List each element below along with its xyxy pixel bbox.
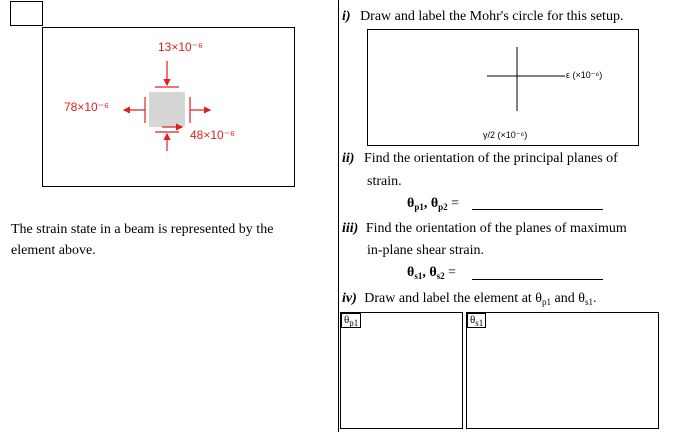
question-2-answer-line: $\theta_{p1}$, $\theta_{p2}$ = [407, 196, 460, 212]
question-3-number: iii) [342, 221, 359, 236]
element-box-theta-s1-label: $\theta_{s1}$ [467, 313, 486, 328]
question-3-text-a: Find the orientation of the planes of maximum [365, 221, 627, 236]
mohr-y-axis-label: γ/2 (×10⁻⁶) [483, 130, 528, 140]
column-divider [338, 0, 339, 432]
question-2 [342, 151, 618, 167]
element-box-theta-p1[interactable] [340, 312, 463, 429]
corner-box [10, 1, 43, 26]
question-1-text: Draw and label the Mohr's circle for this setup. [360, 9, 624, 24]
element-box-theta-s1[interactable] [466, 312, 659, 429]
strain-element-square [149, 92, 185, 127]
problem-statement-line2: element above. [11, 243, 96, 258]
question-3-text-b: in-plane shear strain. [367, 243, 485, 258]
question-3-answer-blank[interactable] [472, 279, 603, 280]
right-strain-label: 48×10⁻⁶ [190, 128, 235, 142]
top-strain-label: 13×10⁻⁶ [158, 40, 203, 54]
question-2-number: ii) [342, 151, 355, 166]
element-box-theta-p1-label: $\theta_{p1}$ [341, 313, 361, 328]
question-1 [342, 9, 623, 25]
question-2-answer-blank[interactable] [472, 209, 603, 210]
mohr-axes [367, 29, 639, 146]
mohr-x-axis-label: ε (×10⁻⁶) [566, 70, 603, 80]
question-4-number: iv) [342, 291, 357, 306]
question-1-number: i) [342, 9, 351, 24]
question-3 [342, 221, 627, 237]
question-4: iv) Draw and label the element at $\theta_{p1}$ and $\theta_{s1}$. [342, 291, 597, 307]
left-strain-label: 78×10⁻⁶ [64, 100, 109, 114]
problem-statement-line1: The strain state in a beam is represented by the [11, 222, 274, 237]
question-3-answer-line: $\theta_{s1}$, $\theta_{s2}$ = [407, 265, 457, 281]
question-2-text-b: strain. [367, 174, 402, 189]
question-2-text-a: Find the orientation of the principal planes of [363, 151, 618, 166]
